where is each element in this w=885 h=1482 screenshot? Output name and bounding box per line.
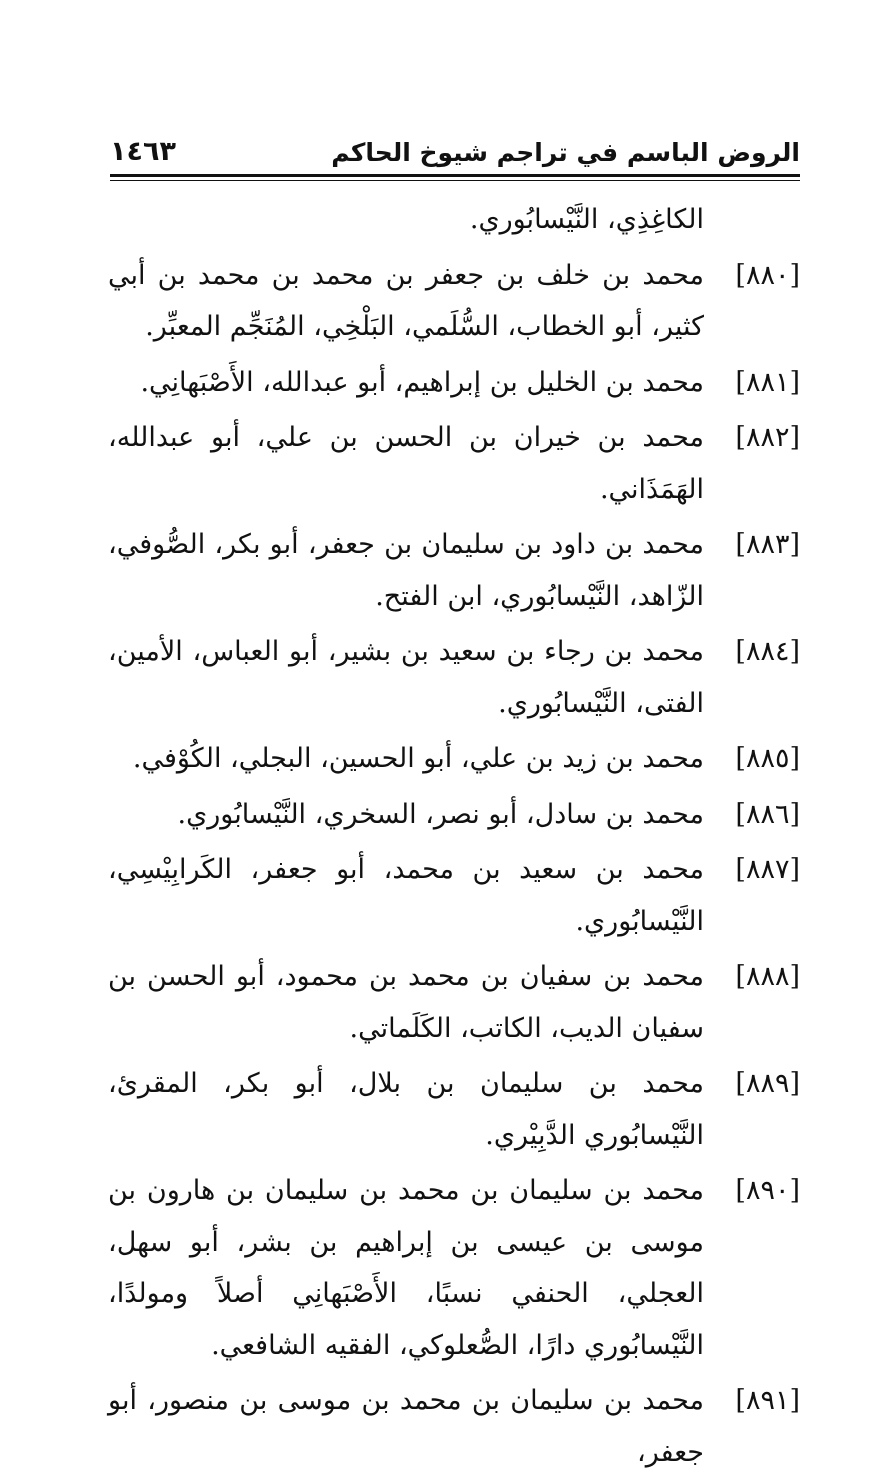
entry-number: [٨٨٦] (735, 798, 800, 830)
entry-number: [٨٩٠] (735, 1175, 800, 1206)
entry-text: محمد بن زيد بن علي، أبو الحسين، البجلي، الكُوْفي. (132, 743, 704, 774)
biography-entry (108, 412, 800, 515)
entry-text: محمد بن رجاء بن سعيد بن بشير، أبو العباس، الأمين، الفتى، النَّيْسابُوري. (108, 636, 704, 719)
continuation-line: الكاغِذِي، النَّيْسابُوري. (469, 204, 704, 235)
biography-entry (108, 519, 800, 622)
entry-number: [٨٨٥] (735, 743, 800, 774)
biography-entry (108, 1375, 800, 1478)
book-title: الروض الباسم في تراجم شيوخ الحاكم (331, 138, 800, 167)
entry-text: محمد بن سفيان بن محمد بن محمود، أبو الحسن بن سفيان الديب، الكاتب، الكَلَماتي. (108, 961, 704, 1044)
entry-text: محمد بن خيران بن الحسن بن علي، أبو عبدالله، الهَمَذَاني. (108, 422, 704, 505)
biography-entry (108, 1165, 800, 1371)
entry-number: [٨٨٤] (735, 636, 800, 667)
header-rule-thin (110, 180, 800, 181)
entry-text: محمد بن سادل، أبو نصر، السخري، النَّيْسابُوري. (177, 798, 704, 830)
entry-number: [٨٨٣] (735, 529, 800, 560)
entry-number: [٨٨٠] (735, 259, 800, 291)
biography-entry (108, 250, 800, 353)
biography-entry (108, 844, 800, 947)
page-body (108, 194, 800, 1482)
biography-entry (108, 789, 800, 841)
entry-number: [٨٨٨] (735, 961, 800, 992)
entry-text: محمد بن سعيد بن محمد، أبو جعفر، الكَرابِيْسِي، النَّيْسابُوري. (108, 854, 704, 937)
header-rule-thick (110, 174, 800, 177)
entry-text: محمد بن خلف بن جعفر بن محمد بن محمد بن أبي كثير، أبو الخطاب، السُّلَمي، البَلْخِي، المُنَجِّم المعبِّر. (108, 259, 704, 342)
entry-number: [٨٨٧] (735, 854, 800, 885)
entry-text: محمد بن سليمان بن محمد بن سليمان بن هارون بن موسى بن عيسى بن إبراهيم بن بشر، أبو سهل، العجلي، الحنفي نسبًا، الأَصْبَهانِي أصلاً ومولدًا، النَّيْسابُوري دارًا، الصُّعلوكي، الفقيه الشافعي. (108, 1175, 704, 1361)
page-number: ١٤٦٣ (110, 136, 176, 167)
entry-text: محمد بن داود بن سليمان بن جعفر، أبو بكر، الصُّوفي، الزّاهد، النَّيْسابُوري، ابن الفتح. (108, 529, 704, 612)
biography-entry (108, 733, 800, 785)
entry-text: محمد بن سليمان بن محمد بن موسى بن منصور، أبو جعفر، (108, 1385, 704, 1468)
entry-number: [٨٨٩] (735, 1068, 800, 1099)
entry-text: محمد بن سليمان بن بلال، أبو بكر، المقرئ، النَّيْسابُوري الدَّبِيْري. (108, 1068, 704, 1151)
entry-text: محمد بن الخليل بن إبراهيم، أبو عبدالله، الأَصْبَهانِي. (140, 366, 704, 398)
running-header (110, 132, 800, 172)
biography-entry (108, 626, 800, 729)
biography-entry (108, 951, 800, 1054)
biography-entry (108, 1058, 800, 1161)
entry-number: [٨٨١] (735, 366, 800, 398)
entry-number: [٨٩١] (735, 1385, 800, 1416)
entry-list (108, 250, 800, 1479)
entry-number: [٨٨٢] (735, 422, 800, 453)
biography-entry (108, 357, 800, 409)
